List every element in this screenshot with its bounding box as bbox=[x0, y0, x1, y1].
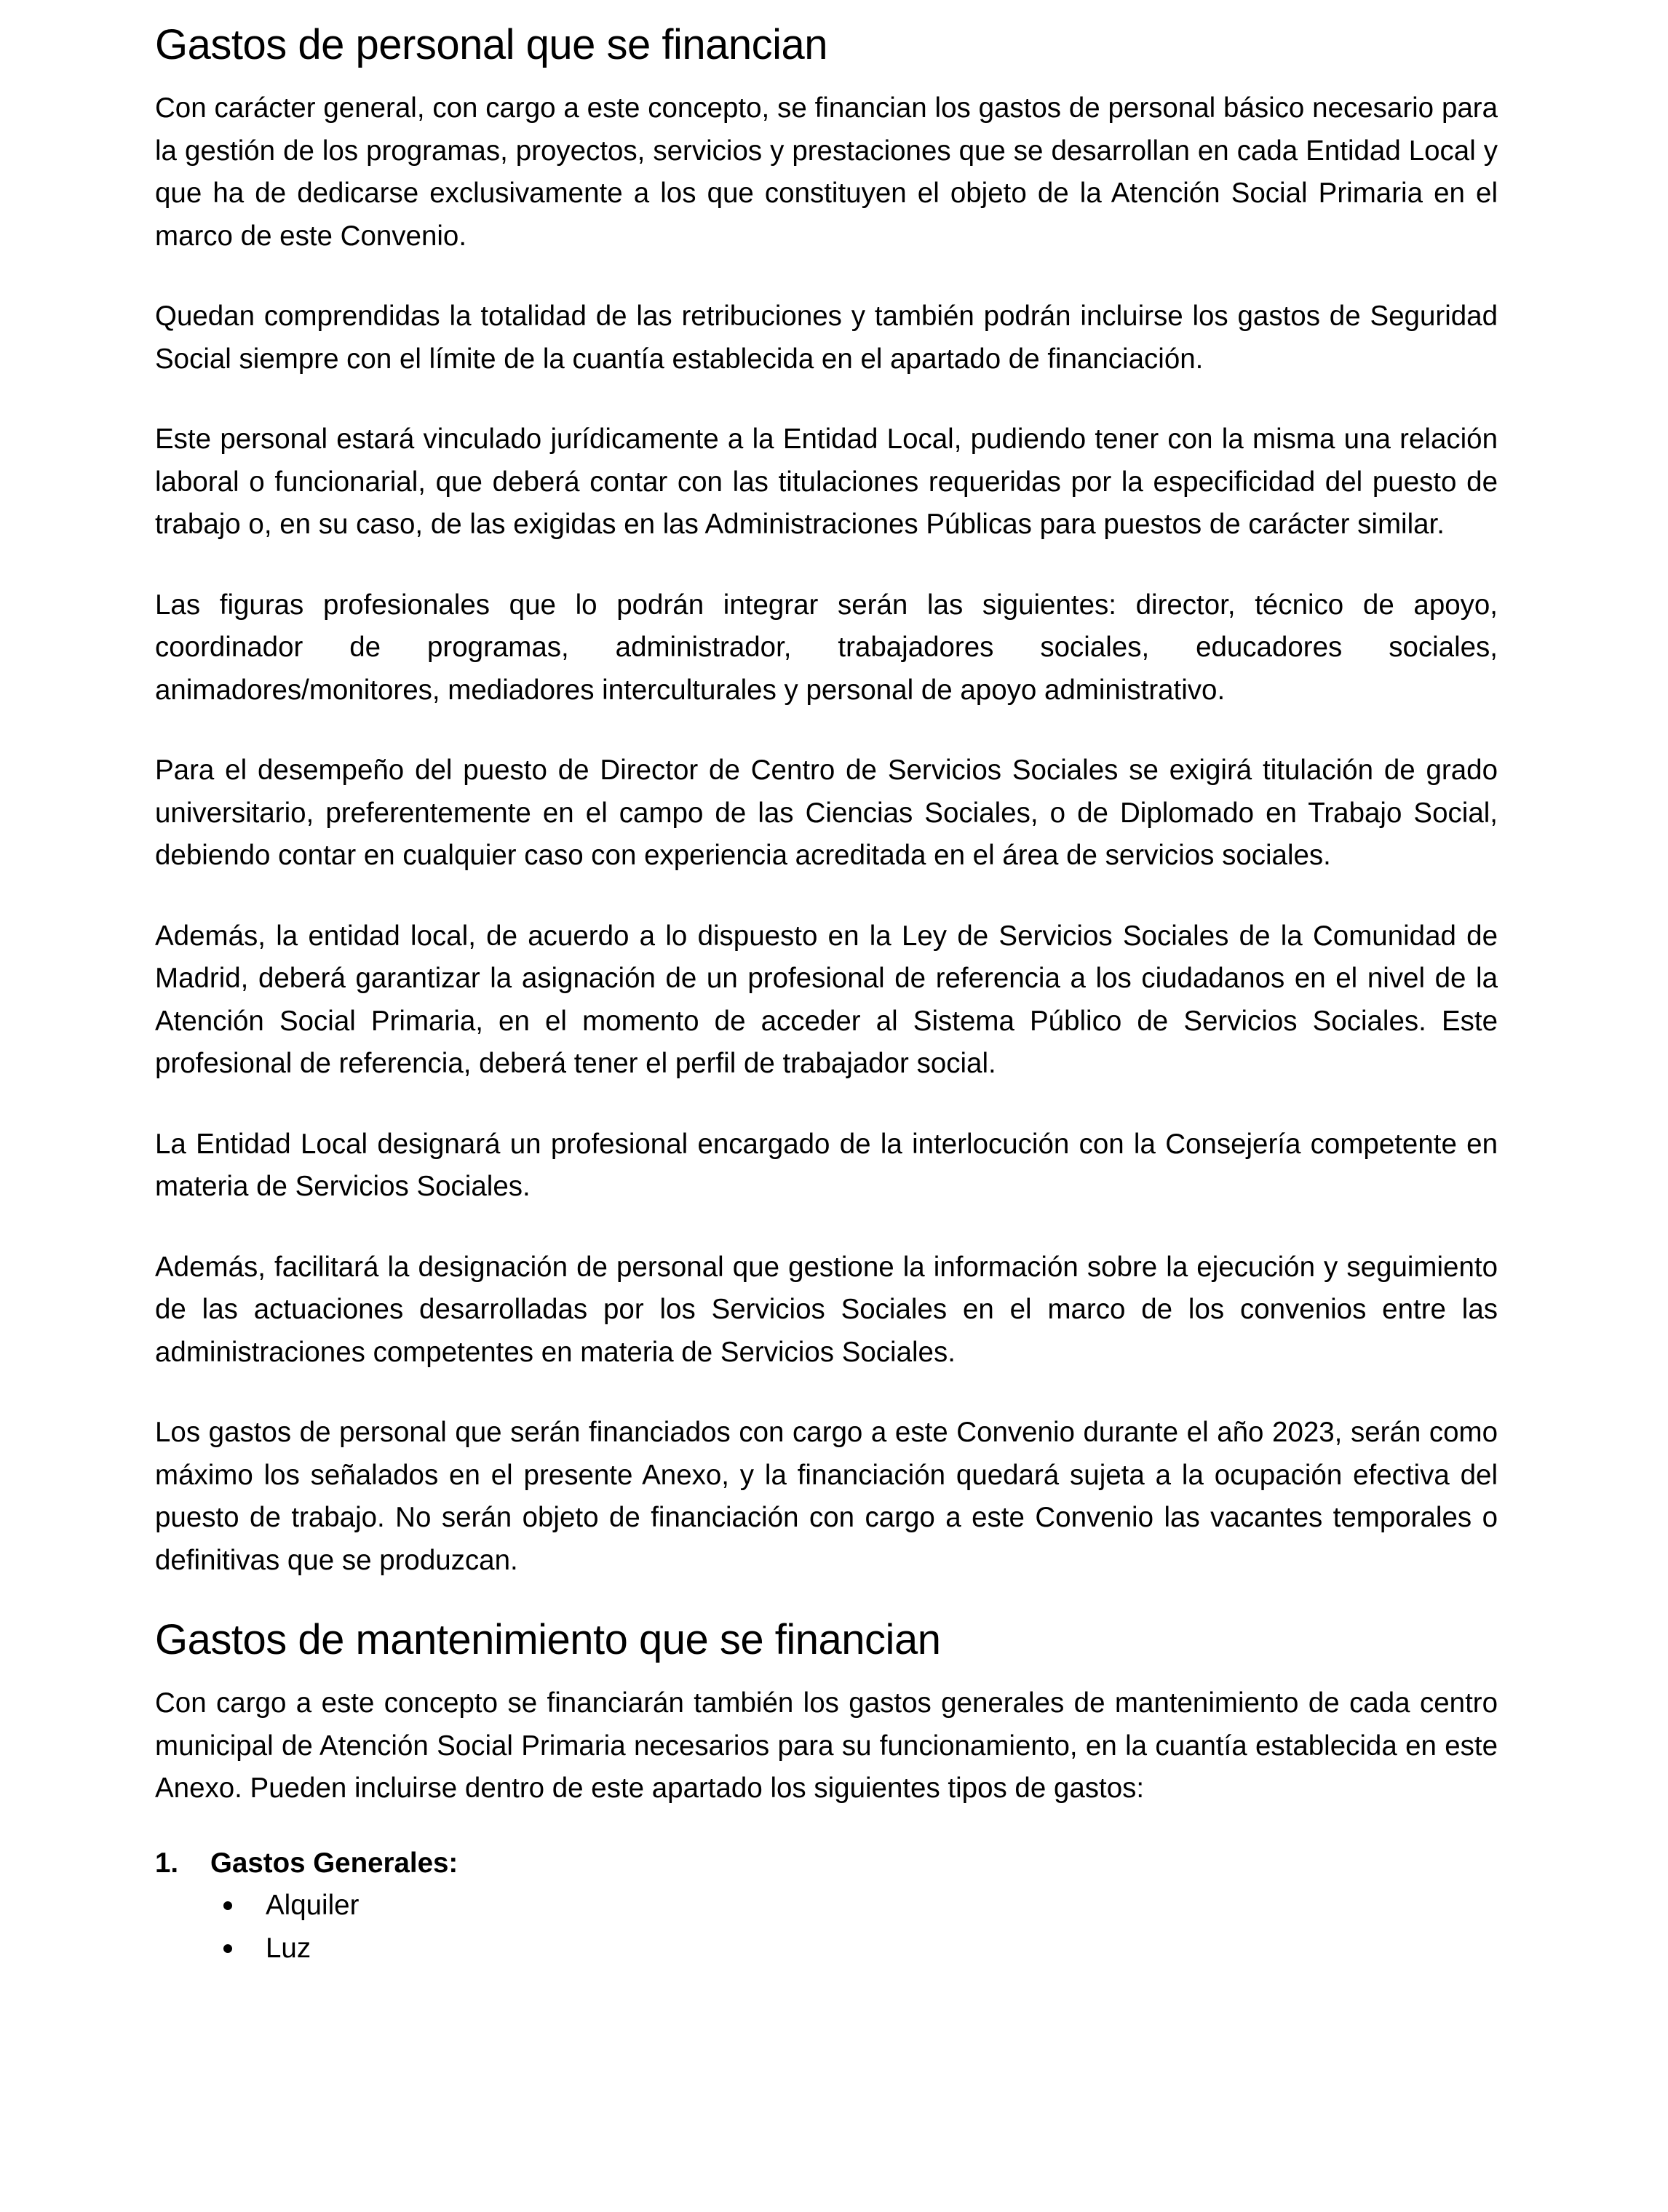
paragraph: Los gastos de personal que serán financiados con cargo a este Convenio durante el año 2023, serán como máximo los señalados en el presente Anexo, y la financiación quedará sujeta a la ocupación efectiva del puesto de trabajo. No serán objeto de financiación con cargo a este Convenio las vacantes temporales o definitivas que se produzcan. bbox=[155, 1417, 1498, 1576]
paragraph: Para el desempeño del puesto de Director de Centro de Servicios Sociales se exigirá titulación de grado universitario, preferentemente en el campo de las Ciencias Sociales, o de Diplomado en Trabajo Social, debiendo contar en cualquier caso con experiencia acreditada en el área de servicios sociales. bbox=[155, 755, 1498, 871]
numbered-list bbox=[155, 1842, 1498, 1970]
paragraph: Con cargo a este concepto se financiarán también los gastos generales de mantenimiento de cada centro municipal de Atención Social Primaria necesarios para su funcionamiento, en la cuantía establecida en este Anexo. Pueden incluirse dentro de este apartado los siguientes tipos de gastos: bbox=[155, 1687, 1498, 1804]
paragraph: Quedan comprendidas la totalidad de las retribuciones y también podrán incluirse los gastos de Seguridad Social siempre con el límite de la cuantía establecida en el apartado de financiación. bbox=[155, 301, 1498, 375]
paragraph: Este personal estará vinculado jurídicamente a la Entidad Local, pudiendo tener con la misma una relación laboral o funcionarial, que deberá contar con las titulaciones requeridas por la especificidad del puesto de trabajo o, en su caso, de las exigidas en las Administraciones Públicas para puestos de carácter similar. bbox=[155, 423, 1498, 540]
list-item-text: Alquiler bbox=[266, 1890, 360, 1921]
list-title bbox=[155, 1842, 1498, 1885]
bullet-icon bbox=[223, 1944, 232, 1953]
paragraph: Con carácter general, con cargo a este concepto, se financian los gastos de personal básico necesario para la gestión de los programas, proyectos, servicios y prestaciones que se desarrollan en cada Entidad Local y que ha de dedicarse exclusivamente a los que constituyen el objeto de la Atención Social Primaria en el marco de este Convenio. bbox=[155, 92, 1498, 252]
paragraph: La Entidad Local designará un profesional encargado de la interlocución con la Consejería competente en materia de Servicios Sociales. bbox=[155, 1128, 1498, 1202]
paragraph: Además, facilitará la designación de personal que gestione la información sobre la ejecución y seguimiento de las actuaciones desarrolladas por los Servicios Sociales en el marco de los convenios entre las administraciones competentes en materia de Servicios Sociales. bbox=[155, 1251, 1498, 1368]
list-title-text: Gastos Generales: bbox=[210, 1847, 458, 1879]
section-heading-mantenimiento: Gastos de mantenimiento que se financian bbox=[155, 1616, 941, 1663]
list-number: 1. bbox=[155, 1847, 179, 1879]
paragraph: Las figuras profesionales que lo podrán integrar serán las siguientes: director, técnico de apoyo, coordinador de programas, administrador, trabajadores sociales, educadores sociales, animadores/monitores, mediadores interculturales y personal de apoyo administrativo. bbox=[155, 589, 1498, 706]
list-item bbox=[155, 1927, 1498, 1970]
list-item bbox=[155, 1885, 1498, 1927]
section-heading-personal: Gastos de personal que se financian bbox=[155, 21, 828, 68]
list-item-text: Luz bbox=[266, 1932, 311, 1964]
document-page bbox=[155, 0, 1498, 1970]
bullet-icon bbox=[223, 1901, 232, 1910]
paragraph: Además, la entidad local, de acuerdo a lo dispuesto en la Ley de Servicios Sociales de la Comunidad de Madrid, deberá garantizar la asignación de un profesional de referencia a los ciudadanos en el nivel de la Atención Social Primaria, en el momento de acceder al Sistema Público de Servicios Sociales. Este profesional de referencia, deberá tener el perfil de trabajador social. bbox=[155, 920, 1498, 1079]
